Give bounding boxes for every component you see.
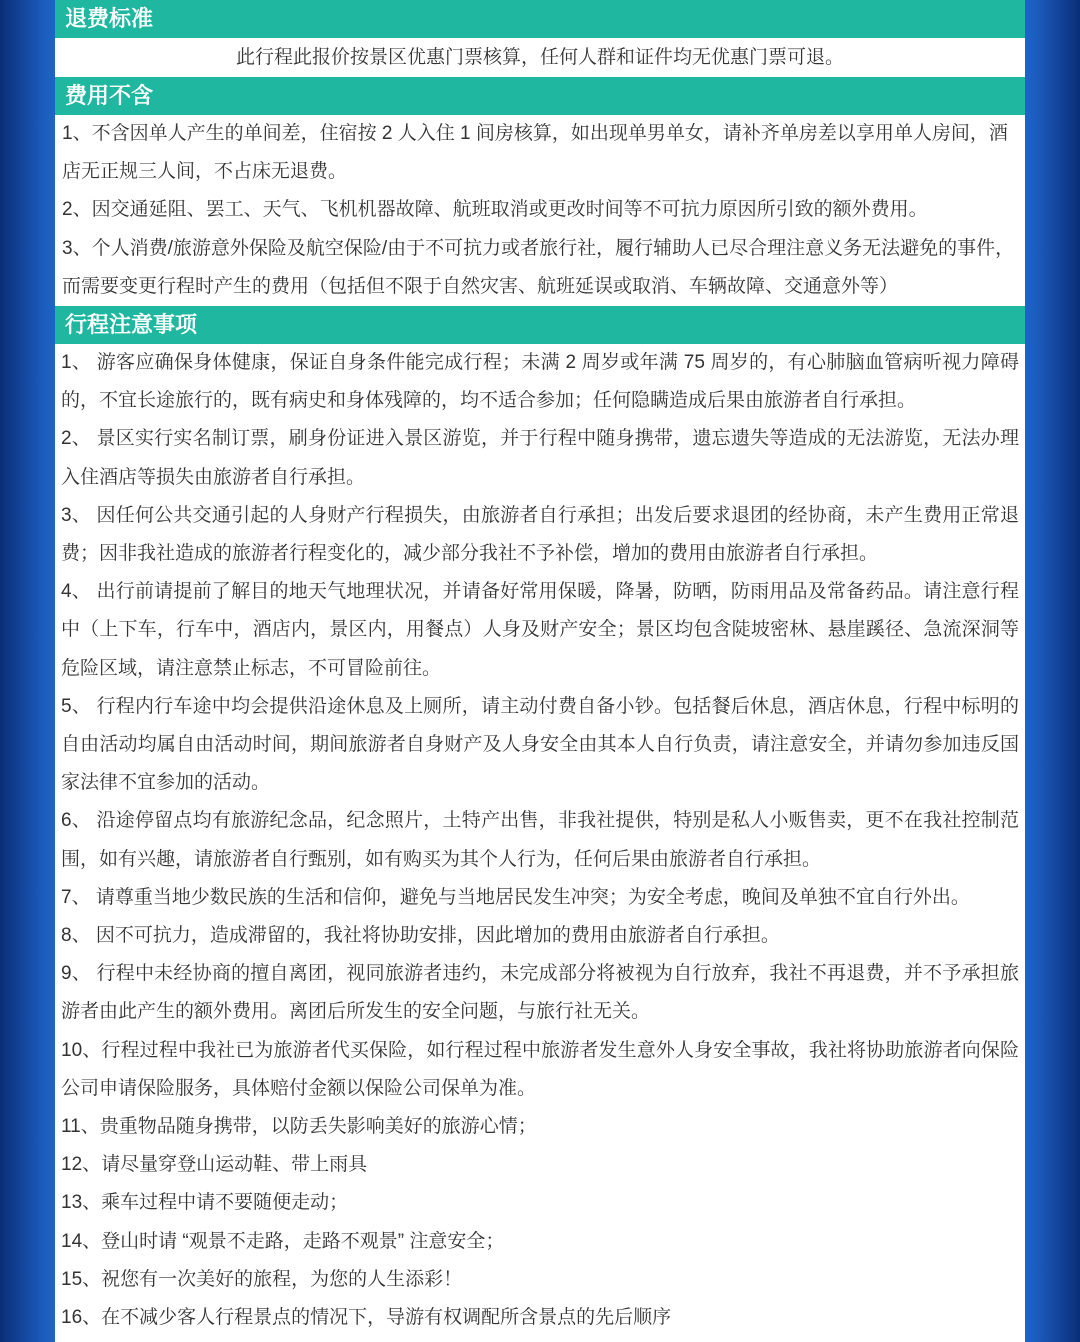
notes-list: [55, 344, 1025, 1337]
note-item-6: 6、 沿途停留点均有旅游纪念品，纪念照片，土特产出售，非我社提供，特别是私人小贩售卖，更不在我社控制范围，如有兴趣，请旅游者自行甄别，如有购买为其个人行为，任何后果由旅游者自行承担。: [61, 810, 1019, 870]
note-item-16: 16、在不减少客人行程景点的情况下，导游有权调配所含景点的先后顺序: [61, 1307, 672, 1329]
excluded-list: [55, 115, 1025, 306]
note-item-14: 14、登山时请 “观景不走路，走路不观景” 注意安全；: [61, 1230, 505, 1252]
refund-policy-text: 此行程此报价按景区优惠门票核算，任何人群和证件均无优惠门票可退。: [235, 47, 844, 68]
note-item-12: 12、请尽量穿登山运动鞋、带上雨具: [61, 1154, 368, 1176]
notes-section-header: 行程注意事项: [55, 306, 1025, 344]
note-item-1: 1、 游客应确保身体健康，保证自身条件能完成行程；未满 2 周岁或年满 75 周岁的，有心肺脑血管病听视力障碍的，不宜长途旅行的，既有病史和身体残障的，均不适合参加；任何隐瞒造成后果由旅游者自行承担。: [61, 352, 1019, 412]
note-item-3: 3、 因任何公共交通引起的人身财产行程损失，由旅游者自行承担；出发后要求退团的经协商，未产生费用正常退费；因非我社造成的旅游者行程变化的，减少部分我社不予补偿，增加的费用由旅游者自行承担。: [61, 504, 1019, 565]
note-item-10: 10、行程过程中我社已为旅游者代买保险，如行程过程中旅游者发生意外人身安全事故，我社将协助旅游者向保险公司申请保险服务，具体赔付金额以保险公司保单为准。: [61, 1039, 1019, 1099]
note-item-8: 8、 因不可抗力，造成滞留的，我社将协助安排，因此增加的费用由旅游者自行承担。: [61, 925, 780, 947]
note-item-11: 11、贵重物品随身携带，以防丢失影响美好的旅游心情；: [61, 1116, 537, 1138]
excluded-section-header: 费用不含: [55, 77, 1025, 115]
right-background-edge: [1040, 0, 1080, 1342]
document-panel: [55, 0, 1025, 1342]
note-item-13: 13、乘车过程中请不要随便走动；: [61, 1192, 349, 1214]
note-item-9: 9、 行程中未经协商的擅自离团，视同旅游者违约，未完成部分将被视为自行放弃，我社不再退费，并不予承担旅游者由此产生的额外费用。离团后所发生的安全问题，与旅行社无关。: [61, 963, 1019, 1023]
note-item-5: 5、 行程内行车途中均会提供沿途休息及上厕所，请主动付费自备小钞。包括餐后休息，酒店休息，行程中标明的自由活动均属自由活动时间，期间旅游者自身财产及人身安全由其本人自行负责，请注意安全，并请勿参加违反国家法律不宜参加的活动。: [61, 695, 1019, 794]
note-item-2: 2、 景区实行实名制订票，刷身份证进入景区游览，并于行程中随身携带，遗忘遗失等造成的无法游览，无法办理入住酒店等损失由旅游者自行承担。: [61, 428, 1019, 488]
note-item-7: 7、 请尊重当地少数民族的生活和信仰，避免与当地居民发生冲突；为安全考虑，晚间及单独不宜自行外出。: [61, 886, 970, 908]
note-item-15: 15、祝您有一次美好的旅程，为您的人生添彩！: [61, 1268, 463, 1290]
note-item-4: 4、 出行前请提前了解目的地天气地理状况，并请备好常用保暖，降暑，防晒，防雨用品及常备药品。请注意行程中（上下车，行车中，酒店内，景区内，用餐点）人身及财产安全；景区均包含陡坡密林、悬崖蹊径、急流深洞等危险区域，请注意禁止标志，不可冒险前往。: [61, 581, 1019, 679]
excluded-item-3: 3、个人消费/旅游意外保险及航空保险/由于不可抗力或者旅行社，履行辅助人已尽合理注意义务无法避免的事件，而需要变更行程时产生的费用（包括但不限于自然灾害、航班延误或取消、车辆故障、交通意外等）: [62, 237, 1015, 297]
excluded-item-2: 2、因交通延阻、罢工、天气、飞机机器故障、航班取消或更改时间等不可抗力原因所引致的额外费用。: [62, 199, 928, 221]
excluded-item-1: 1、不含因单人产生的单间差，住宿按 2 人入住 1 间房核算，如出现单男单女，请补齐单房差以享用单人房间，酒店无正规三人间，不占床无退费。: [62, 123, 1008, 183]
refund-section-header: 退费标准: [55, 0, 1025, 38]
left-background-edge: [0, 0, 40, 1342]
